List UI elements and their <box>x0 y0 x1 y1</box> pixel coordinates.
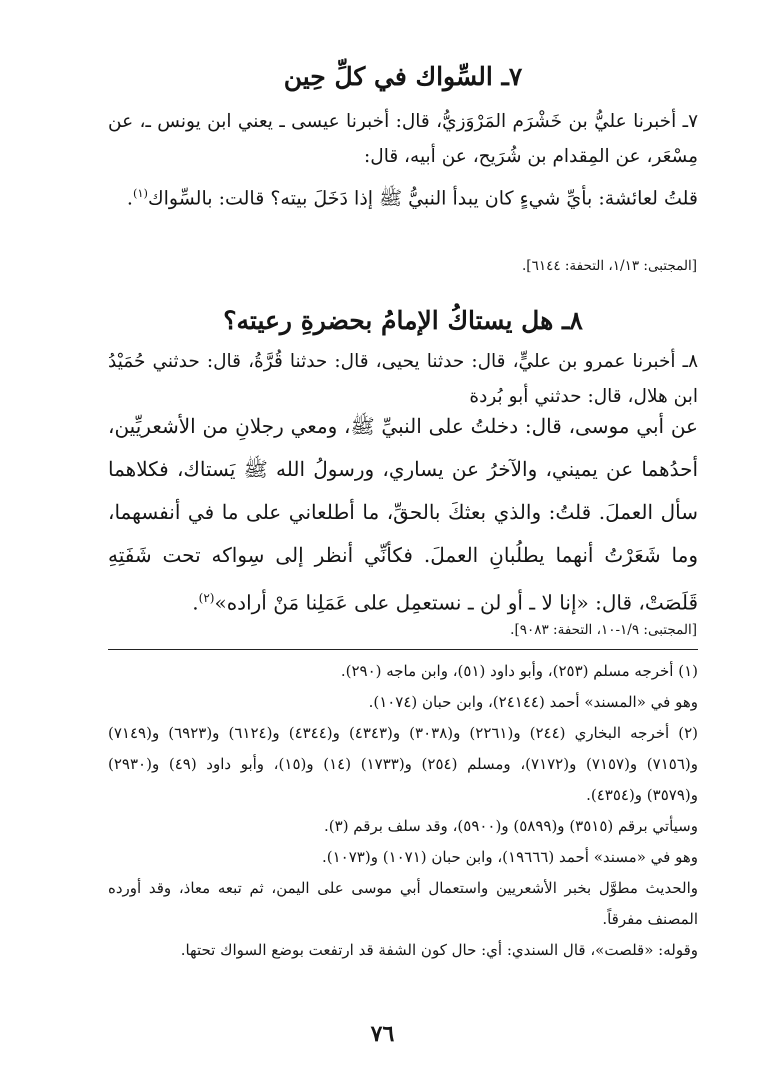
section-7-hadith-body: قلتُ لعائشة: بأيِّ شيءٍ كان يبدأ النبيُّ ﷺ إذا دَخَلَ بيته؟ قالت: بالسِّواك <box>147 187 698 210</box>
section-7-heading: ٧ـ السِّواك في كلِّ حِين <box>283 62 523 91</box>
section-7-reference: [المجتبى: ١/١٣، التحفة: ٦١٤٤]. <box>522 258 697 274</box>
section-8-hadith-text <box>108 405 698 625</box>
footnote-1-line-2: وهو في «المسند» أحمد (٢٤١٤٤)، وابن حبان (١٠٧٤). <box>368 693 698 711</box>
footnote-2-line-5: وقوله: «قلصت»، قال السندي: أي: حال كون الشفة قد ارتفعت بوضع السواك تحتها. <box>180 941 698 959</box>
footnote-marker-1: (١) <box>132 186 148 200</box>
footnote-2-line-3: وهو في «مسند» أحمد (١٩٦٦٦)، وابن حبان (١٠٧١) و(١٠٧٣). <box>321 848 698 866</box>
footnote-2-line-1: (٢) أخرجه البخاري (٢٤٤) و(٢٢٦١) و(٣٠٣٨) و(٤٣٤٣) و(٤٣٤٤) و(٦١٢٤) و(٦٩٢٣) و(٧١٤٩) و(٧١٥٦) و(٧١٥٧) و(٧١٧٢)، ومسلم (٢٥٤) و(١٧٣٣) (١٤) و(١٥)، وأبو داود (٤٩) و(٢٩٣٠) و(٣٥٧٩) و(٤٣٥٤). <box>108 724 699 804</box>
section-8-heading: ٨ـ هل يستاكُ الإمامُ بحضرةِ رعيته؟ <box>223 306 583 335</box>
footnote-2-line-2: وسيأتي برقم (٣٥١٥) و(٥٨٩٩) و(٥٩٠٠)، وقد سلف برقم (٣). <box>324 817 698 835</box>
section-8-reference: [المجتبى: ١/٩-١٠، التحفة: ٩٠٨٣]. <box>510 622 697 638</box>
footnote-2-line-4: والحديث مطوَّل بخبر الأشعريين واستعمال أبي موسى على اليمن، ثم تبعه معاذ، وقد أورده المصنف مفرقاً. <box>108 879 698 928</box>
section-7-chain-of-narration: ٧ـ أخبرنا عليُّ بن خَشْرَم المَرْوَزيُّ، قال: أخبرنا عيسى ـ يعني ابن يونس ـ، عن مِسْعَر، عن المِقدام بن شُرَيح، عن أبيه، قال: <box>108 111 698 167</box>
section-8-hadith-end: . <box>192 590 199 615</box>
section-8-chain-of-narration: ٨ـ أخبرنا عمرو بن عليٍّ، قال: حدثنا يحيى، قال: حدثنا قُرَّةُ، قال: حدثني حُمَيْدُ ابن هلال، قال: حدثني أبو بُردة <box>108 351 698 407</box>
section-7-hadith-end: . <box>126 187 133 210</box>
footnotes <box>108 656 698 966</box>
section-7-hadith-text <box>108 174 698 217</box>
footnote-divider <box>108 649 698 650</box>
page-number: ٧٦ <box>370 1021 395 1047</box>
section-8-hadith-body: عن أبي موسى، قال: دخلتُ على النبيِّ ﷺ، ومعي رجلانِ من الأشعريِّين، أحدُهما عن يميني، والآخرُ عن يساري، ورسولُ الله ﷺ يَستاك، فكلاهما سأل العملَ. قلتُ: والذي بعثكَ بالحقِّ، ما أطلعاني على ما في أنفسهما، وما شَعَرْتُ أنهما يطلُبانِ العملَ. فكأنِّي أنظر إلى سِواكه تحت شَفَتِهِ قَلَصَتْ، قال: «إنا لا ـ أو لن ـ نستعمِل على عَمَلِنا مَنْ أراده» <box>108 414 698 615</box>
footnote-marker-2: (٢) <box>198 591 215 605</box>
footnote-1-line-1: (١) أخرجه مسلم (٢٥٣)، وأبو داود (٥١)، وابن ماجه (٢٩٠). <box>340 662 698 680</box>
